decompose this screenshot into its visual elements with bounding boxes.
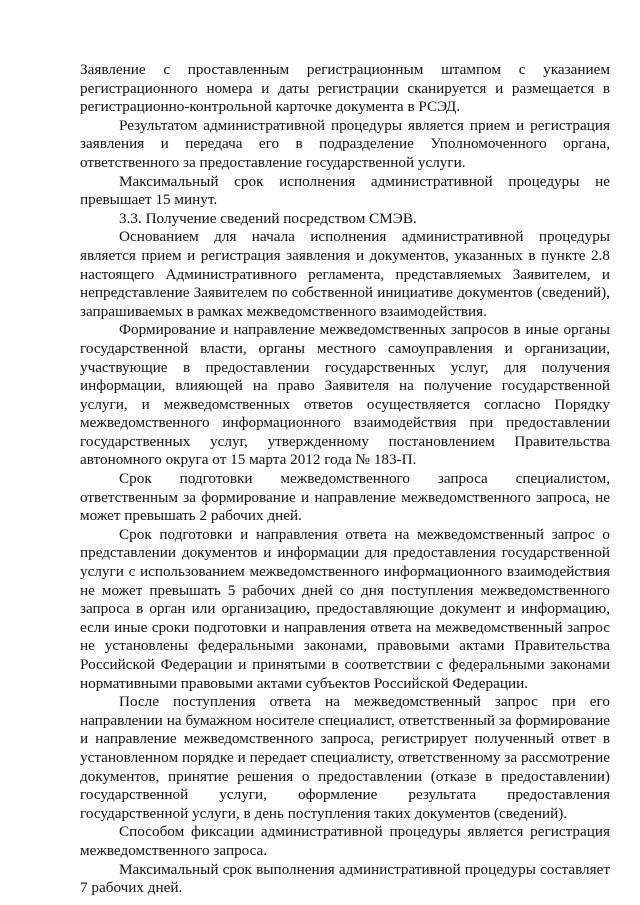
paragraph-interagency-requests: Формирование и направление межведомственных запросов в иные органы государственной власти, органы местного самоуправления и организации, участвующие в предоставлении государственных услуг, для получения информации, влияющей на право Заявителя на получение государственной услуги, и межведомственных ответов осуществляется согласно Порядку межведомственного информационного взаимодействия при предоставлении государственных услуг, утвержденному постановлением Правительства автономного округа от 15 марта 2012 года № 183-П. <box>80 321 610 469</box>
section-heading-3-3: 3.3. Получение сведений посредством СМЭВ. <box>119 209 417 227</box>
paragraph-fixation-method: Способом фиксации административной процедуры является регистрация межведомственного запроса. <box>80 823 610 859</box>
paragraph-request-preparation-term: Срок подготовки межведомственного запроса специалистом, ответственным за формирование и направление межведомственного запроса, не может превышать 2 рабочих дней. <box>80 470 610 525</box>
document-page <box>80 61 610 898</box>
paragraph-after-response: После поступления ответа на межведомственный запрос при его направлении на бумажном носителе специалист, ответственный за формирование и направление межведомственного запроса, регистрирует полученный ответ в установленном порядке и передает специалисту, ответственному за рассмотрение документов, принятие решения о предоставлении (отказе в предоставлении) государственной услуги, оформление результата предоставления государственной услуги, в день поступления таких документов (сведений). <box>80 693 610 822</box>
paragraph-response-term: Срок подготовки и направления ответа на межведомственный запрос о представлении документов и информации для предоставления государственной услуги с использованием межведомственного информационного взаимодействия не может превышать 5 рабочих дней со дня поступления межведомственного запроса в орган или организацию, предоставляющие документ и информацию, если иные сроки подготовки и направления ответа на межведомственный запрос не установлены федеральными законами, правовыми актами Правительства Российской Федерации и принятыми в соответствии с федеральными законами нормативными правовыми актами субъектов Российской Федерации. <box>80 525 610 692</box>
paragraph-max-time-7-days: Максимальный срок выполнения административной процедуры составляет 7 рабочих дней. <box>80 860 610 897</box>
paragraph-max-time-15-min: Максимальный срок исполнения административной процедуры не превышает 15 минут. <box>80 172 610 209</box>
paragraph-basis-for-start: Основанием для начала исполнения административной процедуры является прием и регистрация заявления и документов, указанных в пункте 2.8 настоящего Административного регламента, представляемых Заявителем, и непредставление Заявителем по собственной инициативе документов (сведений), запрашиваемых в рамках межведомственного взаимодействия. <box>80 228 610 320</box>
paragraph-procedure-result: Результатом административной процедуры является прием и регистрация заявления и передача его в подразделение Уполномоченного органа, ответственного за предоставление государственной услуги. <box>80 116 610 171</box>
paragraph-registration-scan: Заявление с проставленным регистрационным штампом с указанием регистрационного номера и даты регистрации сканируется и размещается в регистрационно-контрольной карточке документа в РСЭД. <box>80 61 610 116</box>
